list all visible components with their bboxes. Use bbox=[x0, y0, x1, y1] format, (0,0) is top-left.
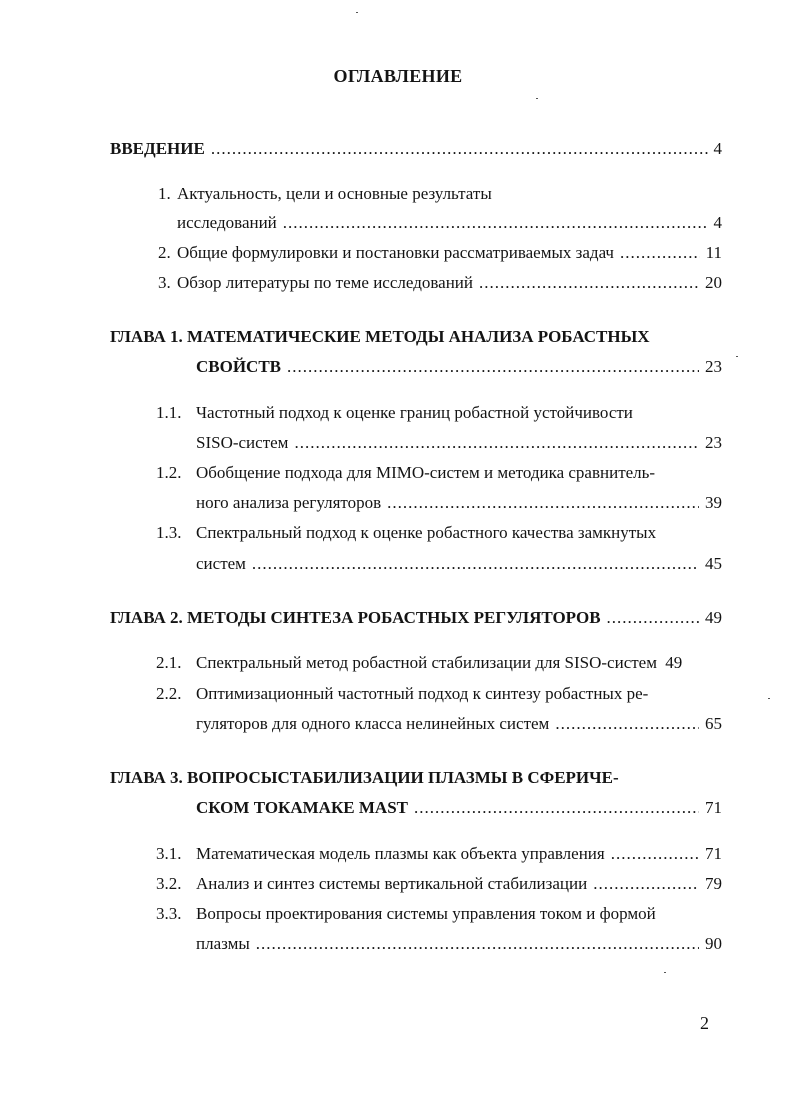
item-3-2-page: 79 bbox=[705, 874, 722, 893]
intro-item-1-line1[interactable]: Актуальность, цели и основные результаты bbox=[177, 184, 492, 203]
intro-item-3-page: 20 bbox=[705, 273, 722, 292]
toc-title: ОГЛАВЛЕНИЕ bbox=[333, 66, 463, 86]
item-1-1-line1[interactable]: Частотный подход к оценке границ робастной устойчивости bbox=[196, 403, 633, 422]
toc-entry-intro[interactable] bbox=[110, 137, 722, 161]
leader-dots bbox=[283, 211, 708, 235]
leader-dots bbox=[256, 932, 699, 956]
item-1-3-line2: систем bbox=[196, 554, 246, 573]
leader-dots bbox=[252, 552, 699, 576]
item-3-3-line2: плазмы bbox=[196, 934, 250, 953]
item-3-2-text: Анализ и синтез системы вертикальной стабилизации bbox=[196, 874, 588, 893]
item-3-1-page: 71 bbox=[705, 844, 722, 863]
page-number: 2 bbox=[700, 1013, 709, 1033]
item-3-1-num: 3.1. bbox=[156, 844, 182, 863]
toc-entry-chapter2[interactable] bbox=[110, 606, 722, 630]
item-1-3-num: 1.3. bbox=[156, 523, 182, 542]
item-2-2-line2: гуляторов для одного класса нелинейных систем bbox=[196, 714, 550, 733]
intro-item-1-num: 1. bbox=[158, 184, 171, 203]
item-3-1-text: Математическая модель плазмы как объекта управления bbox=[196, 844, 605, 863]
leader-dots bbox=[414, 796, 699, 820]
leader-dots bbox=[211, 137, 708, 161]
chapter1-title-line1[interactable]: ГЛАВА 1. МАТЕМАТИЧЕСКИЕ МЕТОДЫ АНАЛИЗА РОБАСТНЫХ bbox=[110, 327, 650, 346]
leader-dots bbox=[287, 355, 699, 379]
toc-entry-chapter3[interactable] bbox=[196, 796, 722, 820]
leader-dots bbox=[479, 271, 699, 295]
chapter1-title-line2: СВОЙСТВ bbox=[196, 357, 282, 376]
item-2-1-text: Спектральный метод робастной стабилизации для SISO-систем bbox=[196, 653, 657, 672]
item-3-3-page: 90 bbox=[705, 934, 722, 953]
toc-entry-2-2[interactable] bbox=[196, 712, 722, 736]
intro-item-1-page: 4 bbox=[713, 213, 722, 232]
toc-entry-1-3[interactable] bbox=[196, 552, 722, 576]
intro-page: 4 bbox=[713, 139, 722, 158]
intro-item-2-text: Общие формулировки и постановки рассматриваемых задач bbox=[177, 243, 614, 262]
intro-item-3-num: 3. bbox=[158, 273, 171, 292]
item-1-3-line1[interactable]: Спектральный подход к оценке робастного качества замкнутых bbox=[196, 523, 657, 542]
item-1-1-num: 1.1. bbox=[156, 403, 182, 422]
intro-item-2-num: 2. bbox=[158, 243, 171, 262]
leader-dots bbox=[387, 491, 699, 515]
item-3-2-num: 3.2. bbox=[156, 874, 182, 893]
toc-entry-intro-3[interactable] bbox=[177, 271, 722, 295]
item-1-1-page: 23 bbox=[705, 433, 722, 452]
item-2-2-num: 2.2. bbox=[156, 684, 182, 703]
leader-dots bbox=[294, 431, 699, 455]
chapter2-title: ГЛАВА 2. МЕТОДЫ СИНТЕЗА РОБАСТНЫХ РЕГУЛЯТОРОВ bbox=[110, 608, 601, 627]
chapter2-page: 49 bbox=[705, 608, 722, 627]
intro-item-2-page: 11 bbox=[705, 243, 722, 262]
toc-entry-intro-2[interactable] bbox=[177, 241, 722, 265]
scan-speck bbox=[736, 356, 738, 357]
scan-speck bbox=[664, 972, 666, 973]
leader-dots bbox=[620, 241, 700, 265]
scan-speck bbox=[536, 98, 538, 99]
item-3-3-line1[interactable]: Вопросы проектирования системы управления током и формой bbox=[196, 904, 656, 923]
toc-entry-intro-1[interactable] bbox=[177, 211, 722, 235]
item-2-2-line1[interactable]: Оптимизационный частотный подход к синтезу робастных ре- bbox=[196, 684, 649, 703]
scan-speck bbox=[768, 698, 770, 699]
leader-dots bbox=[593, 872, 699, 896]
toc-entry-3-3[interactable] bbox=[196, 932, 722, 956]
leader-dots bbox=[607, 606, 699, 630]
toc-entry-3-1[interactable] bbox=[196, 842, 722, 866]
intro-item-3-text: Обзор литературы по теме исследований bbox=[177, 273, 473, 292]
item-2-2-page: 65 bbox=[705, 714, 722, 733]
intro-item-1-line2: исследований bbox=[177, 213, 277, 232]
toc-entry-chapter1[interactable] bbox=[196, 355, 722, 379]
chapter1-page: 23 bbox=[705, 357, 722, 376]
chapter3-title-line1[interactable]: ГЛАВА 3. ВОПРОСЫСТАБИЛИЗАЦИИ ПЛАЗМЫ В СФЕРИЧЕ- bbox=[110, 768, 619, 787]
item-1-1-line2: SISO-систем bbox=[196, 433, 289, 452]
leader-dots bbox=[611, 842, 699, 866]
toc-entry-2-1[interactable] bbox=[196, 651, 682, 675]
chapter3-page: 71 bbox=[705, 798, 722, 817]
scan-speck bbox=[356, 12, 358, 13]
item-2-1-num: 2.1. bbox=[156, 653, 182, 672]
item-3-3-num: 3.3. bbox=[156, 904, 182, 923]
item-1-2-num: 1.2. bbox=[156, 463, 182, 482]
leader-dots bbox=[555, 712, 699, 736]
toc-entry-1-2[interactable] bbox=[196, 491, 722, 515]
item-1-2-page: 39 bbox=[705, 493, 722, 512]
item-1-2-line2: ного анализа регуляторов bbox=[196, 493, 382, 512]
item-1-3-page: 45 bbox=[705, 554, 722, 573]
toc-entry-1-1[interactable] bbox=[196, 431, 722, 455]
item-2-1-page: 49 bbox=[665, 653, 683, 672]
chapter3-title-line2: СКОМ ТОКАМАКЕ MAST bbox=[196, 798, 408, 817]
toc-entry-3-2[interactable] bbox=[196, 872, 722, 896]
item-1-2-line1[interactable]: Обобщение подхода для MIMO-систем и методика сравнитель- bbox=[196, 463, 656, 482]
intro-label: ВВЕДЕНИЕ bbox=[110, 139, 205, 158]
